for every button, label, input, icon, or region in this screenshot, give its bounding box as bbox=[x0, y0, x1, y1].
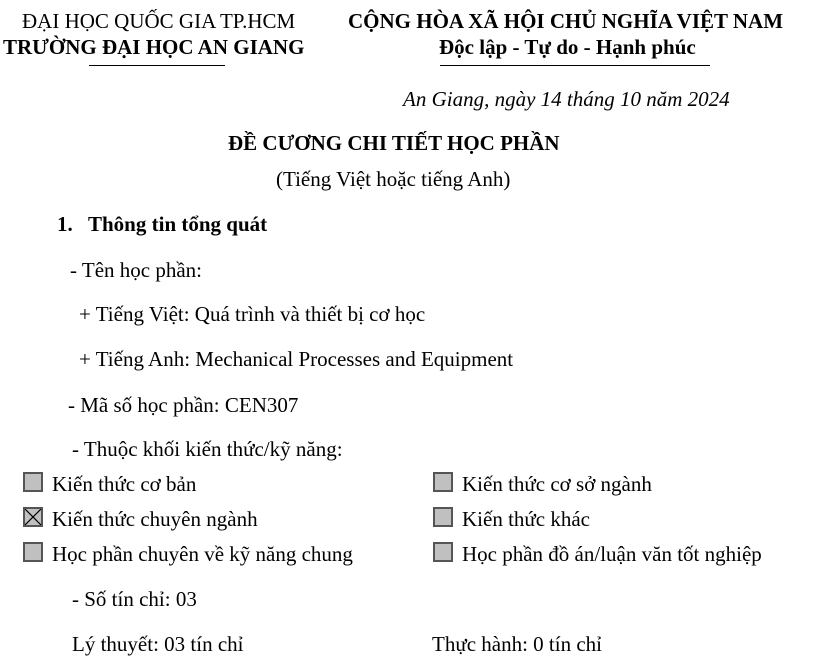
checkbox-label: Học phần đồ án/luận văn tốt nghiệp bbox=[462, 542, 762, 566]
course-code: - Mã số học phần: CEN307 bbox=[68, 393, 299, 417]
university-name: ĐẠI HỌC QUỐC GIA TP.HCM bbox=[22, 9, 296, 33]
header-left-underline bbox=[89, 65, 225, 66]
document-title: ĐỀ CƯƠNG CHI TIẾT HỌC PHẦN bbox=[228, 131, 560, 155]
section-number: 1. bbox=[57, 212, 73, 236]
section-heading: Thông tin tổng quát bbox=[88, 212, 268, 236]
checkbox-label: Học phần chuyên về kỹ năng chung bbox=[52, 542, 353, 566]
knowledge-block-label: - Thuộc khối kiến thức/kỹ năng: bbox=[72, 437, 343, 461]
checkbox-label: Kiến thức cơ sở ngành bbox=[462, 472, 652, 496]
document-subtitle: (Tiếng Việt hoặc tiếng Anh) bbox=[276, 167, 511, 191]
checkbox-label: Kiến thức chuyên ngành bbox=[52, 507, 258, 531]
checkbox-label: Kiến thức khác bbox=[462, 507, 590, 531]
checked-x-icon bbox=[25, 509, 41, 525]
checkbox-specialized-knowledge[interactable] bbox=[23, 507, 43, 527]
checkbox-basic-knowledge[interactable] bbox=[23, 472, 43, 492]
national-motto: Độc lập - Tự do - Hạnh phúc bbox=[439, 35, 696, 59]
checkbox-other-knowledge[interactable] bbox=[433, 507, 453, 527]
course-name-label: - Tên học phần: bbox=[70, 258, 202, 282]
checkbox-label: Kiến thức cơ bản bbox=[52, 472, 197, 496]
school-name: TRƯỜNG ĐẠI HỌC AN GIANG bbox=[3, 35, 305, 59]
national-title: CỘNG HÒA XÃ HỘI CHỦ NGHĨA VIỆT NAM bbox=[348, 9, 784, 33]
checkbox-thesis-project[interactable] bbox=[433, 542, 453, 562]
checkbox-foundation-major[interactable] bbox=[433, 472, 453, 492]
date-line: An Giang, ngày 14 tháng 10 năm 2024 bbox=[403, 87, 730, 111]
practice-credits: Thực hành: 0 tín chỉ bbox=[432, 632, 603, 656]
header-right-underline bbox=[440, 65, 710, 66]
course-name-vietnamese: + Tiếng Việt: Quá trình và thiết bị cơ học bbox=[79, 302, 426, 326]
credits: - Số tín chỉ: 03 bbox=[72, 587, 197, 611]
theory-credits: Lý thuyết: 03 tín chỉ bbox=[72, 632, 244, 656]
course-name-english: + Tiếng Anh: Mechanical Processes and Equipment bbox=[79, 347, 514, 371]
checkbox-general-skills[interactable] bbox=[23, 542, 43, 562]
